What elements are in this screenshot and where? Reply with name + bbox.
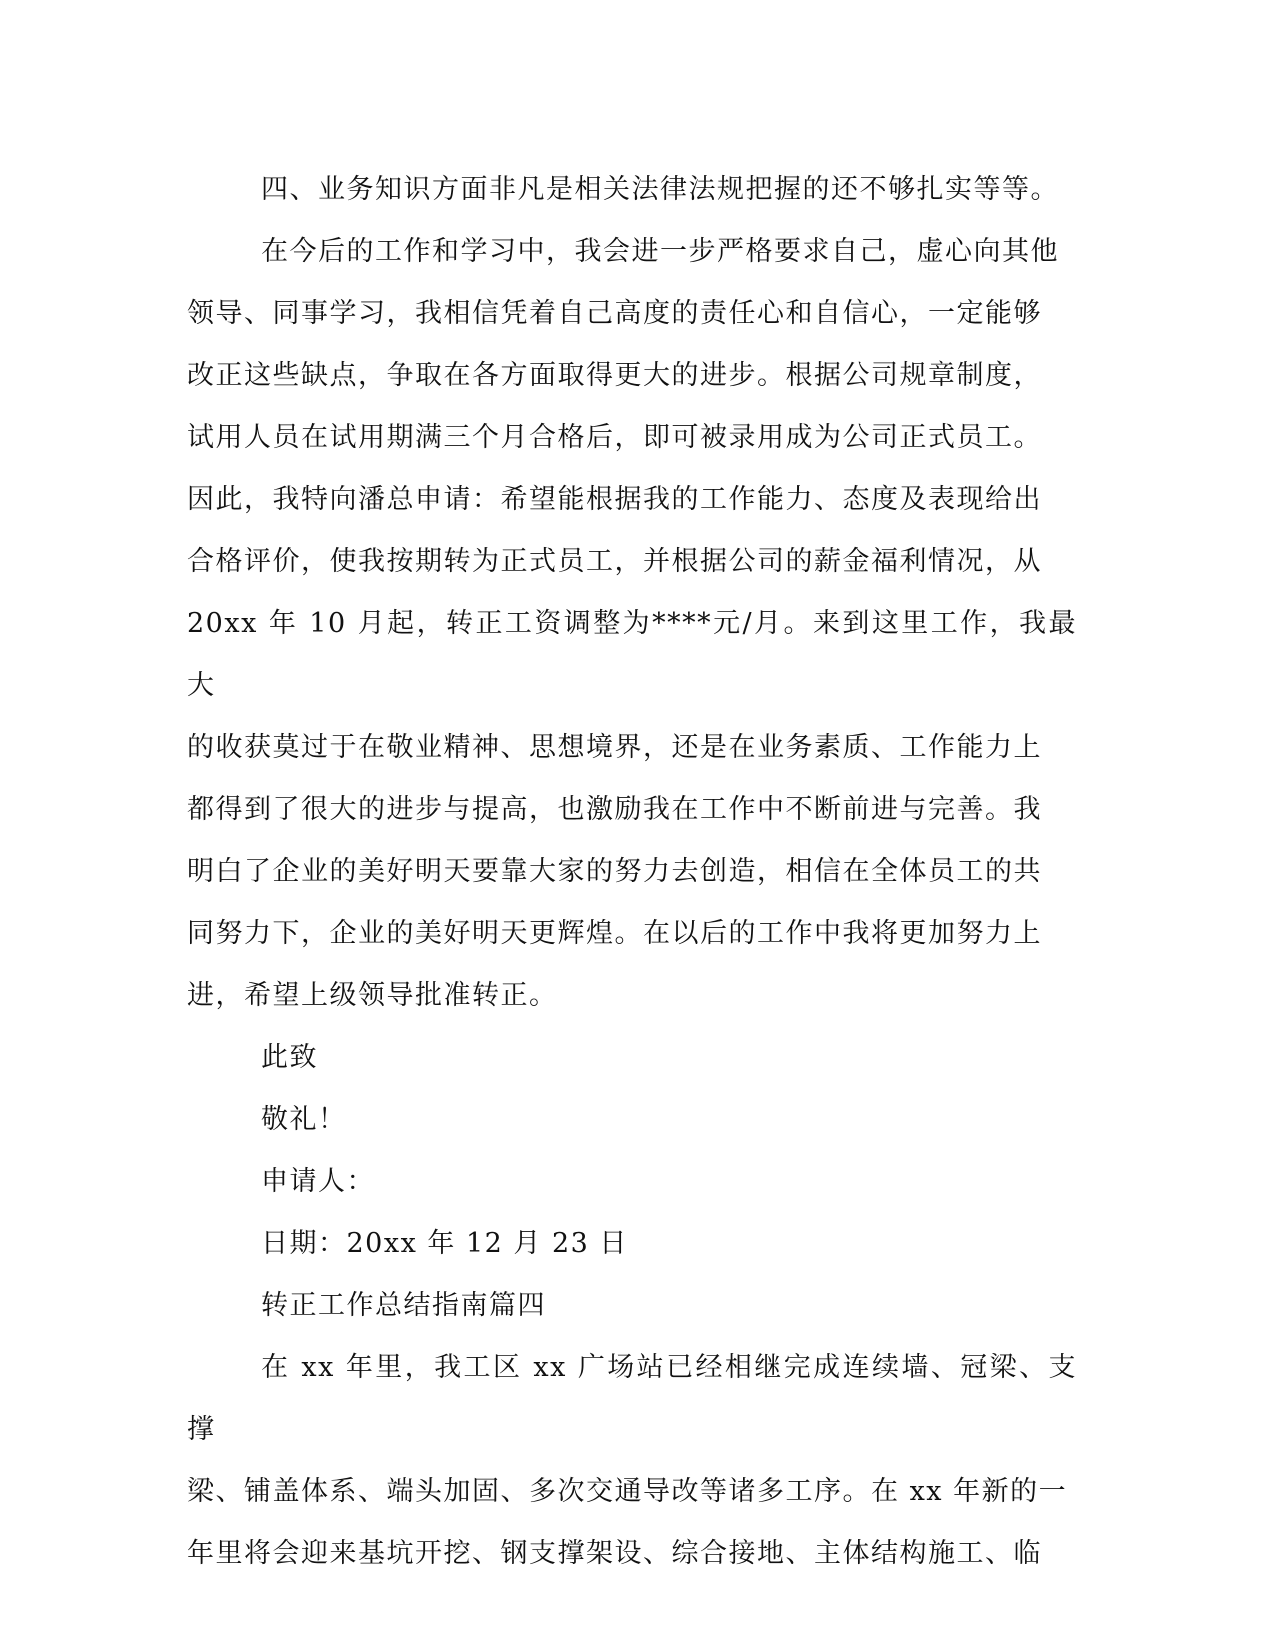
closing-line: 此致	[261, 1042, 318, 1073]
text-line: 试用人员在试用期满三个月合格后，即可被录用成为公司正式员工。	[187, 422, 1042, 453]
text-line: 都得到了很大的进步与提高，也激励我在工作中不断前进与完善。我	[187, 794, 1042, 825]
text-line: 梁、铺盖体系、端头加固、多次交通导改等诸多工序。在 xx 年新的一	[187, 1476, 1068, 1507]
paragraph-work-summary	[187, 1337, 1077, 1585]
text-line: 合格评价，使我按期转为正式员工，并根据公司的薪金福利情况，从	[187, 546, 1042, 577]
text-line: 进，希望上级领导批准转正。	[187, 980, 558, 1011]
document-body	[187, 159, 1077, 1585]
text-line: 在今后的工作和学习中，我会进一步严格要求自己，虚心向其他	[261, 236, 1059, 267]
text-line: 同努力下，企业的美好明天更辉煌。在以后的工作中我将更加努力上	[187, 918, 1042, 949]
text-line: 改正这些缺点，争取在各方面取得更大的进步。根据公司规章制度，	[187, 360, 1042, 391]
text-line: 的收获莫过于在敬业精神、思想境界，还是在业务素质、工作能力上	[187, 732, 1042, 763]
date-line: 日期：20xx 年 12 月 23 日	[261, 1228, 628, 1259]
paragraph-application	[187, 221, 1077, 1027]
text-line: 20xx 年 10 月起，转正工资调整为****元/月。来到这里工作，我最大	[187, 608, 1077, 701]
text-line: 年里将会迎来基坑开挖、钢支撑架设、综合接地、主体结构施工、临	[187, 1538, 1042, 1569]
applicant-line: 申请人：	[261, 1166, 375, 1197]
paragraph-point-four	[187, 159, 1077, 221]
paragraph-text: 四、业务知识方面非凡是相关法律法规把握的还不够扎实等等。	[261, 174, 1059, 205]
text-line: 在 xx 年里，我工区 xx 广场站已经相继完成连续墙、冠梁、支撑	[187, 1352, 1077, 1445]
text-line: 领导、同事学习，我相信凭着自己高度的责任心和自信心，一定能够	[187, 298, 1042, 329]
salute-line: 敬礼！	[261, 1104, 347, 1135]
text-line: 因此，我特向潘总申请：希望能根据我的工作能力、态度及表现给出	[187, 484, 1042, 515]
section-title: 转正工作总结指南篇四	[261, 1290, 546, 1321]
text-line: 明白了企业的美好明天要靠大家的努力去创造，相信在全体员工的共	[187, 856, 1042, 887]
